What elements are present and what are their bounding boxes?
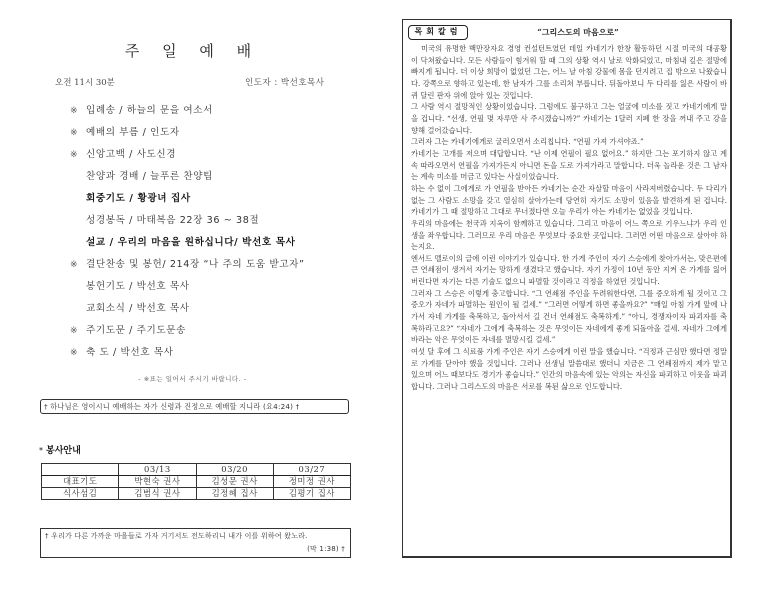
order-item-text: 봉헌기도 / 박선호 목사: [86, 281, 190, 292]
order-item-text: 설교 / 우리의 마음을 원하십니다/ 박선호 목사: [86, 237, 296, 248]
order-item-text: 예배의 부름 / 인도자: [86, 127, 180, 138]
order-item: [70, 232, 380, 254]
verse-text: † 우리가 다른 가까운 마을들로 가자 거기서도 전도하리니 내가 이를 위하여 왔노라.: [45, 532, 308, 540]
standing-mark-icon: ※: [70, 128, 79, 138]
column-badge: 목회칼럼: [408, 25, 468, 40]
table-cell: 식사섬김: [42, 488, 119, 500]
order-item-text: 신앙고백 / 사도신경: [86, 149, 177, 160]
standing-mark-icon: ※: [70, 150, 79, 160]
standing-mark-icon: ※: [70, 106, 79, 116]
service-time: 오전 11시 30분: [55, 78, 115, 88]
table-cell: 박현숙 권사: [119, 476, 196, 488]
paragraph: 그러자 그는 카네기에게로 굴러오면서 소리칩니다. “연필 가져 가셔야죠.”: [411, 137, 644, 147]
standing-mark-icon: ※: [70, 326, 79, 336]
order-item: [70, 122, 380, 144]
column-body: [411, 43, 727, 393]
bullet-icon: *: [39, 446, 43, 455]
order-of-worship: [70, 100, 380, 364]
order-item-text: 회중기도 / 황광녀 집사: [86, 193, 191, 204]
order-item: [70, 166, 380, 188]
verse-reference: (막 1:38) †: [307, 545, 345, 553]
order-item: [70, 100, 380, 122]
table-header-cell: [42, 464, 119, 476]
paragraph: 하는 수 없이 그에게로 가 연필을 받아든 카네기는 순간 자살할 마음이 사라져버렸습니다. 두 다리가 없는 그 사람도 소망을 갖고 열심히 살아가는데 당연히 자기도 소망이 있음을 발견하게 된 겁니다. 카네기가 그 때 절망하고 그대로 무너졌다면 오늘 우리가 아는 카네기는 없었을 것입니다.: [411, 183, 727, 217]
order-item-text: 주기도문 / 주기도문송: [86, 325, 186, 336]
table-header-cell: 03/20: [196, 464, 273, 476]
table-row: [42, 488, 351, 500]
order-item: [70, 210, 380, 232]
table-cell: 김범식 권사: [119, 488, 196, 500]
order-item-text: 입례송 / 하늘의 문을 여소서: [86, 105, 213, 116]
order-item: [70, 276, 380, 298]
table-cell: 김정혜 집사: [196, 488, 273, 500]
order-item: [70, 144, 380, 166]
table-header-cell: 03/27: [273, 464, 350, 476]
order-item: [70, 254, 380, 276]
scripture-verse-box: † 하나님은 영이시니 예배하는 자가 신령과 진정으로 예배할 지니라 (요4:24) †: [40, 399, 349, 414]
paragraph: 엔서드 멜로이의 글에 이런 이야기가 있습니다. 한 가게 주인이 자기 스승에게 찾아가서는, 맞은편에 큰 연쇄점이 생겨서 자기는 망하게 생겼다고 했습니다. 자기 가정이 10년 동안 지켜 온 가게를 잃어버린다면 자기는 다른 기술도 없으니 파멸할 것이라고 걱정을 하였던 것입니다.: [411, 253, 727, 287]
order-item-text: 교회소식 / 박선호 목사: [86, 303, 190, 314]
order-item: [70, 320, 380, 342]
table-cell: 대표기도: [42, 476, 119, 488]
table-header-row: [42, 464, 351, 476]
order-item-text: 성경봉독 / 마태복음 22장 36 ~ 38절: [86, 215, 260, 226]
service-heading: * 봉사안내: [39, 446, 81, 456]
pastor-column-page: [402, 19, 732, 558]
paragraph: 그러자 그 스승은 이렇게 충고합니다. “그 연쇄점 주인을 두려워한다면, 그를 증오하게 될 것이고 그 증오가 자네가 파멸하는 원인이 될 걸세.” “그러면 어떻게 하면 좋을까요?” “매일 아침 가게 앞에 나가서 자네 가게를 축복하고, 돌아서서 길 건너 연쇄점도 축복하게.” “아니, 경쟁자이자 파괴자를 축복하라고요?” “자네가 그에게 축복하는 것은 무엇이든 자네에게 좋게 되돌아올 걸세. 자네가 그에게 바라는 악은 무엇이든 자네를 멸망시킬 걸세.”: [411, 288, 727, 345]
service-schedule-table: [41, 463, 351, 500]
order-item-text: 찬양과 경배 / 늘푸른 찬양팀: [86, 171, 213, 182]
column-title: “그리스도의 마음으로”: [537, 27, 619, 37]
page-title: 주 일 예 배: [124, 42, 261, 60]
table-cell: 김평기 집사: [273, 488, 350, 500]
paragraph: 여섯 달 후에 그 식료품 가게 주인은 자기 스승에게 이런 말을 했습니다. “걱정과 근심만 했다면 정말로 가게를 닫아야 했을 것입니다. 그러나 선생님 말씀대로 했더니 지금은 그 연쇄점까지 제가 맡고 있으며 어느 때보다도 경기가 좋습니다.” 인간의 마음속에 있는 악의는 자신을 파괴하고 이웃을 파괴합니다. 그러나 그리스도의 마음은 서로를 복된 삶으로 인도합니다.: [411, 347, 727, 392]
order-item: [70, 188, 380, 210]
table-cell: 정미정 권사: [273, 476, 350, 488]
standing-mark-icon: ※: [70, 260, 79, 270]
table-cell: 김성문 권사: [196, 476, 273, 488]
order-item-text: 축 도 / 박선호 목사: [86, 347, 174, 358]
scripture-verse-box-bottom: [40, 528, 351, 558]
standing-mark-icon: ※: [70, 348, 79, 358]
paragraph: 카네기는 고개를 저으며 대답합니다. “난 이제 연필이 필요 없어요.” 하지만 그는 포기하지 않고 계속 따라오면서 연필을 가져가든지 아니면 돈을 도로 가져가라고 말합니다. 더욱 놀라운 것은 그 남자는 계속 미소를 머금고 있다는 사실이었습니다.: [411, 148, 727, 182]
order-item-text: 결단찬송 및 봉헌/ 214장 “나 주의 도움 받고자”: [86, 259, 305, 270]
paragraph: 우리의 마음에는 천국과 지옥이 함께하고 있습니다. 그리고 마음이 어느 쪽으로 기우느냐가 우리 인생을 좌우합니다. 그러므로 우리 마음은 무엇보다 중요한 곳입니다. 그러면 어떤 마음으로 살아야 하는지요.: [411, 218, 727, 252]
order-item: [70, 298, 380, 320]
order-item: [70, 342, 380, 364]
standing-note: - ※표는 일어서 주시기 바랍니다. -: [138, 375, 247, 383]
service-leader: 인도자 : 박선호목사: [245, 78, 325, 88]
table-row: [42, 476, 351, 488]
paragraph: 미국의 유명한 백만장자요 경영 컨설턴트였던 데일 카네기가 한창 활동하던 시절 미국의 대공황이 닥쳐왔습니다. 모든 사람들이 힘겨워 할 때 그의 상황 역시 날로 악화되었고, 마침내 깊은 절망에 빠지게 됩니다. 더 이상 희망이 없었던 그는, 어느 날 아침 강물에 몸을 던지려고 집 밖으로 나왔습니다. 강쪽으로 향하고 있는데, 한 남자가 그를 소리쳐 부릅니다. 뒤돌아보니 두 다리를 잃은 사람이 바퀴 달린 판자 위에 앉아 있는 것입니다.: [411, 44, 727, 100]
table-header-cell: 03/13: [119, 464, 196, 476]
paragraph: 그 사람 역시 절망적인 상황이었습니다. 그럼에도 불구하고 그는 얼굴에 미소를 짓고 카네기에게 말을 겁니다. “선생, 연필 몇 자루만 사 주시겠습니까?” 카네기는 1달러 지폐 한 장을 꺼내 주고 강을 향해 걸어갔습니다.: [411, 102, 727, 135]
